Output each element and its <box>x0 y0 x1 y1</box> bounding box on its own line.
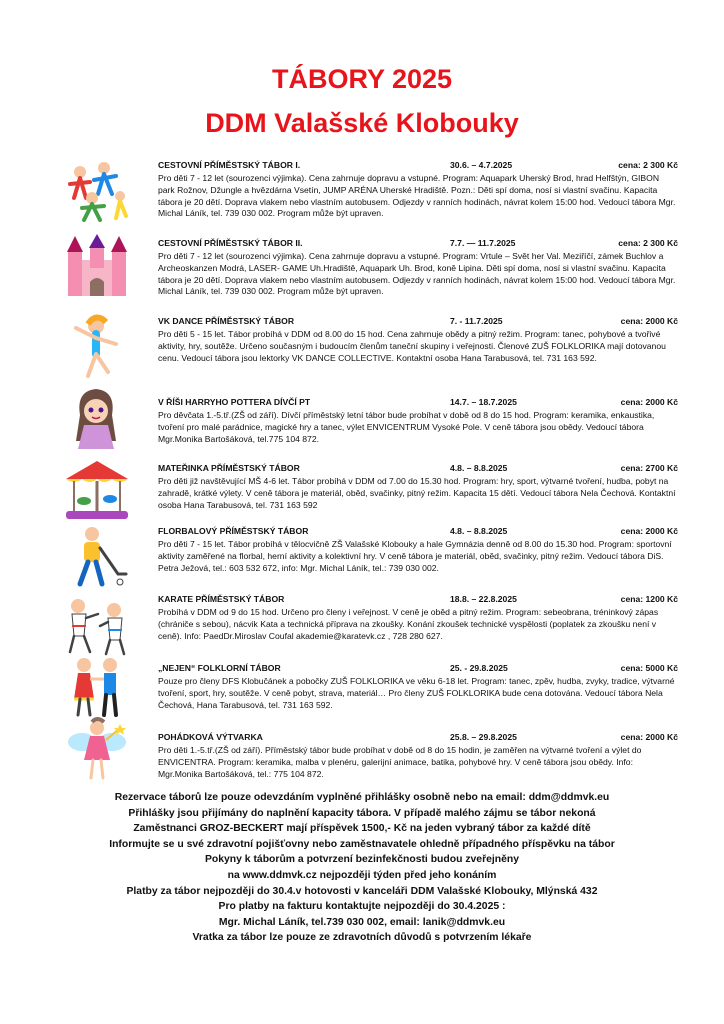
camp-date: 25.8. – 29.8.2025 <box>450 732 517 742</box>
camp-name: FLORBALOVÝ PŘÍMĚSTSKÝ TÁBOR <box>158 526 309 536</box>
camp-price: cena: 2 300 Kč <box>618 238 678 248</box>
camp-date: 30.6. – 4.7.2025 <box>450 160 513 170</box>
footer-line: Vratka za tábor lze pouze ze zdravotních důvodů s potvrzením lékaře <box>192 932 532 944</box>
camp-date: 14.7. – 18.7.2025 <box>450 397 517 407</box>
camp-name: „NEJEN“ FOLKLORNÍ TÁBOR <box>158 663 281 673</box>
camp-description: Pro děti 7 - 15 let. Tábor probíhá v tělocvičně ZŠ Valašské Klobouky a hale Gymnázia denně od 8.00 do 15.30 hod. Program: sportovní aktivity zaměřené na florbal, herní aktivity a kolektivní hry. V ceně tábora je materiál, oběd, svačinky, pitný režim. Vedoucí tábora DiS. Petra Ježová, tel.: 603 532 672, info: Mgr. Michal Láník, tel.: 739 030 002. <box>158 539 672 573</box>
footer-line: Zaměstnanci GROZ-BECKERT mají příspěvek 1500,- Kč na jeden vybraný tábor za každé dítě <box>133 823 591 835</box>
fairy-icon <box>62 716 132 780</box>
camp-name: POHÁDKOVÁ VÝTVARKA <box>158 732 263 742</box>
camp-description: Pouze pro členy DFS Klobučánek a pobočky ZUŠ FOLKLORIKA ve věku 6-18 let. Program: tanec, zpěv, hudba, zvyky, tradice, výtvarné tvoření, sport, hry, soutěže. V ceně pobyt, strava, materiál… Pro členy ZUŠ FOLKLORIKA bude cena dotována. Vedoucí tábora Nela Čechová, Hana Tarabusová, tel. 731 163 592. <box>158 676 675 710</box>
camp-price: cena: 5000 Kč <box>620 663 678 673</box>
camp-date: 25. - 29.8.2025 <box>450 663 508 673</box>
footer-line: Rezervace táborů lze pouze odevzdáním vyplněné přihlášky osobně nebo na email: ddm@ddmvk.eu <box>114 792 610 803</box>
camp-description: Pro děti 1.-5.tř.(ZŠ od září). Příměstský tábor bude probíhat v době od 8 do 15 hodin, je zaměřen na výtvarné tvoření a výlet do ENVICENTRA. Program: keramika, malba v plenéru, galerijní animace, batika, pohybové hry. V ceně tábora jsou obědy. Info: Mgr.Monika Bartošáková, tel.: 775 104 872. <box>158 745 642 779</box>
camp-name: MATEŘINKA PŘÍMĚSTSKÝ TÁBOR <box>158 463 300 473</box>
camp-date: 18.8. – 22.8.2025 <box>450 594 517 604</box>
footer-line: Pokyny k táborům a potvrzení bezinfekčnosti budou zveřejněny <box>204 854 520 866</box>
camp-description: Pro děti 5 - 15 let. Tábor probíhá v DDM od 8.00 do 15 hod. Cena zahrnuje obědy a pitný režim. Program: tanec, pohybové a tvořivé aktivity, hry, soutěže. Určeno současným i budoucím členům taneční skupiny i veřejnosti. Členové ZUŠ FOLKLORIKA mají dotovanou cenu. Vedoucí tábora jsou lektorky VK DANCE COLLECTIVE. Kontaktní osoba Hana Tarabusová, tel. 731 163 592. <box>158 329 666 363</box>
page-title: TÁBORY 2025 <box>271 64 453 94</box>
camp-date: 7.7. — 11.7.2025 <box>450 238 516 248</box>
camp-price: cena: 2000 Kč <box>620 397 678 407</box>
footer-line: Přihlášky jsou přijímány do naplnění kapacity tábora. V případě malého zájmu se tábor nekoná <box>128 807 596 819</box>
camp-description: Pro děti 7 - 12 let (sourozenci výjimka). Cena zahrnuje dopravu a vstupné. Program: Vrtule – Svět her Val. Meziříčí, zámek Buchlov a Archeoskanzen Modrá, LASER- GAME Uh.Hradiště, Aquapark Uh. Brod, koně Lipina. Děti spí doma, nosí si vlastní svačinu. Kapacita tábora je 20 dětí. Doprava vlakem nebo vlastním autobusem. Odjezdy v ranních hodinách, návrat kolem 15:00 hod. Vedoucí tábora Mgr. Michal Láník, tel. 739 030 002. Program může být upraven. <box>158 251 676 297</box>
floorball-player-icon <box>62 524 132 588</box>
camp-description: Pro děti 7 - 12 let (sourozenci výjimka). Cena zahrnuje dopravu a vstupné. Program: Aquapark Uherský Brod, hrad Helfštýn, GIBON park Rožnov, Džungle a hvězdárna Vsetín, JUMP ARÉNA Uherské Hradiště. Pozn.: Děti spí doma, nosí si vlastní svačinu. Kapacita tábora je 20 dětí. Doprava vlakem nebo vlastním autobusem. Odjezdy v ranních hodinách, návrat kolem 15:00 hod. Vedoucí tábora Mgr. Michal Láník, tel. 739 030 002. Program může být upraven. <box>158 173 676 219</box>
camp-date: 7. - 11.7.2025 <box>450 316 503 326</box>
camp-name: V ŘÍŠI HARRYHO POTTERA DÍVČÍ PT <box>158 397 311 407</box>
camp-name: CESTOVNÍ PŘÍMĚSTSKÝ TÁBOR II. <box>158 238 303 248</box>
footer-line: na www.ddmvk.cz nejpozději týden před jeho konáním <box>227 869 497 881</box>
footer-line: Mgr. Michal Láník, tel.739 030 002, email: lanik@ddmvk.eu <box>218 916 506 928</box>
camp-name: KARATE PŘÍMĚSTSKÝ TÁBOR <box>158 594 285 604</box>
camp-name: CESTOVNÍ PŘÍMĚSTSKÝ TÁBOR I. <box>158 160 301 170</box>
camp-description: Pro děvčata 1.-5.tř.(ZŠ od září). Dívčí příměstský letní tábor bude probíhat v době od 8 do 15 hod. Program: keramika, enkaustika, tvoření pro malé parádnice, magické hry a tanec, výlet ENVICENTRUM Vysoké Pole. V ceně tábora jsou obědy. Vedoucí tábora Mgr.Monika Bartošáková, tel.775 104 872. <box>158 410 655 444</box>
camp-description: Probíhá v DDM od 9 do 15 hod. Určeno pro členy i veřejnost. V ceně je oběd a pitný režim. Program: sebeobrana, tréninkový zápas (chrániče s sebou), nácvik Kata a technická příprava na zkoušky. Konání zkoušek technické vyspělosti (poplatek za zkoušku není v ceně). Info: PaedDr.Miroslav Coufal akademie@karatevk.cz , 728 280 627. <box>158 607 659 641</box>
castle-icon <box>62 234 132 298</box>
girl-icon <box>62 385 132 449</box>
camp-description: Pro děti již navštěvující MŠ 4-6 let. Tábor probíhá v DDM od 7.00 do 15.30 hod. Program: hry, sport, výtvarné tvoření, hudba, pobyt na zahradě, krátké výlety. V ceně tábora je materiál, oběd, svačinky, pitný režim. Kapacita 15 dětí. Vedoucí tábora Nela Čechová. Kontaktní osoba Hana Tarabusová, tel. 731 163 592 <box>158 476 676 510</box>
camp-date: 4.8. – 8.8.2025 <box>450 463 508 473</box>
karate-kids-icon <box>62 592 132 656</box>
footer-line: Informujte se u své zdravotní pojišťovny nebo zaměstnavatele ohledně případného příspěvku na tábor <box>109 838 615 850</box>
camp-price: cena: 1200 Kč <box>620 594 678 604</box>
footer-line: Pro platby na fakturu kontaktujte nejpozději do 30.4.2025 : <box>218 901 506 913</box>
folk-dancers-icon <box>62 655 132 719</box>
children-icon <box>62 158 132 222</box>
camp-date: 4.8. – 8.8.2025 <box>450 526 508 536</box>
camp-price: cena: 2000 Kč <box>620 732 678 742</box>
footer-notes <box>0 790 724 946</box>
camp-name: VK DANCE PŘÍMĚSTSKÝ TÁBOR <box>158 316 295 326</box>
carousel-icon <box>62 459 132 523</box>
camp-price: cena: 2000 Kč <box>620 526 678 536</box>
page-subtitle: DDM Valašské Klobouky <box>205 108 519 138</box>
camp-price: cena: 2700 Kč <box>620 463 678 473</box>
camp-price: cena: 2000 Kč <box>620 316 678 326</box>
dancer-icon <box>62 314 132 378</box>
footer-line: Platby za tábor nejpozději do 30.4.v hotovosti v kanceláři DDM Valašské Klobouky, Mlýnská 432 <box>126 885 598 897</box>
camp-price: cena: 2 300 Kč <box>618 160 678 170</box>
